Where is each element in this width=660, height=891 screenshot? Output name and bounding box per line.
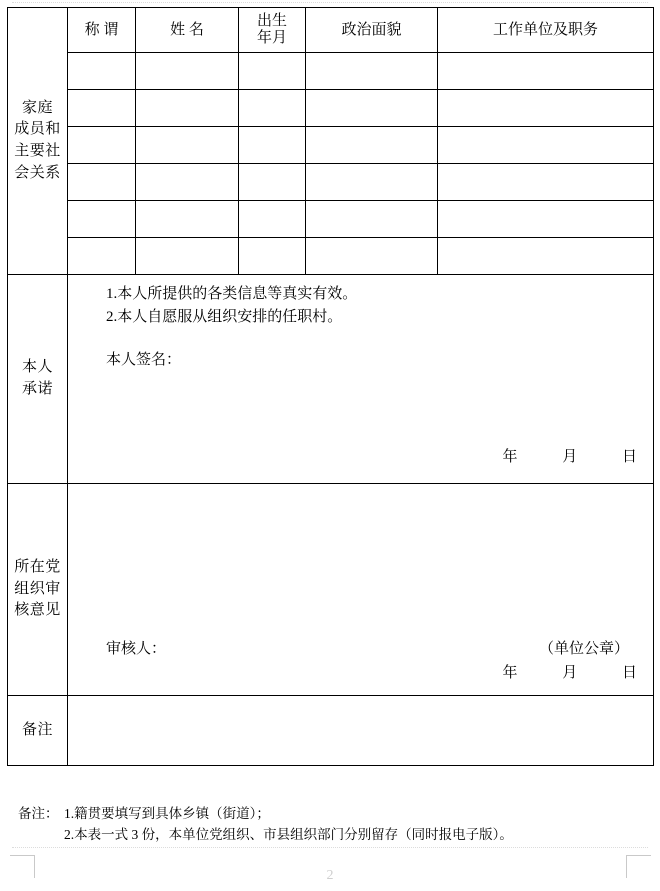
remarks-row <box>8 696 654 766</box>
family-header-row <box>8 8 654 53</box>
cell-relation[interactable] <box>68 164 136 201</box>
page-top-crop-rule <box>12 2 648 3</box>
page-number: 2 <box>326 868 334 883</box>
cell-birth-date[interactable] <box>239 127 306 164</box>
cell-political-status[interactable] <box>306 201 438 238</box>
commitment-item: 2.本人自愿服从组织安排的任职村。 <box>106 308 343 325</box>
cell-work-unit-position[interactable] <box>438 238 654 275</box>
remarks-text <box>68 696 653 704</box>
family-table-row <box>8 53 654 90</box>
date-day-label: 日 <box>621 665 637 681</box>
reviewer-label: 审核人： <box>106 641 167 657</box>
family-table-row <box>8 127 654 164</box>
family-table-row <box>8 90 654 127</box>
commitment-body[interactable] <box>68 275 654 484</box>
cell-relation[interactable] <box>68 127 136 164</box>
cell-birth-date[interactable] <box>239 164 306 201</box>
date-month-label: 月 <box>562 449 578 466</box>
family-table-row <box>8 238 654 275</box>
family-table-row <box>8 201 654 238</box>
family-section-label: 家庭 成员和 主要社 会关系 <box>8 8 68 275</box>
review-footer <box>68 639 637 687</box>
column-header-birth-date: 出生 年月 <box>239 8 306 53</box>
footnote-label: 备注： <box>18 806 59 821</box>
date-year-label: 年 <box>502 449 518 466</box>
commitment-row <box>8 275 654 484</box>
review-opinion-text <box>68 484 653 492</box>
cell-name[interactable] <box>136 164 239 201</box>
signature-label: 本人签名： <box>106 352 182 368</box>
cell-birth-date[interactable] <box>239 53 306 90</box>
commitment-items <box>68 275 653 328</box>
cell-political-status[interactable] <box>306 127 438 164</box>
cell-name[interactable] <box>136 53 239 90</box>
cell-birth-date[interactable] <box>239 201 306 238</box>
cell-political-status[interactable] <box>306 90 438 127</box>
cell-name[interactable] <box>136 127 239 164</box>
registration-form <box>7 7 653 766</box>
remarks-body[interactable] <box>68 696 654 766</box>
date-year-label: 年 <box>502 665 518 681</box>
commitment-date-line <box>68 447 637 469</box>
cell-work-unit-position[interactable] <box>438 90 654 127</box>
cell-work-unit-position[interactable] <box>438 53 654 90</box>
footnote-row <box>18 825 648 846</box>
cell-name[interactable] <box>136 201 239 238</box>
remarks-section-label: 备注 <box>8 696 68 766</box>
cell-work-unit-position[interactable] <box>438 127 654 164</box>
cell-work-unit-position[interactable] <box>438 164 654 201</box>
cell-relation[interactable] <box>68 201 136 238</box>
footnote-item: 1.籍贯要填写到具体乡镇（街道）； <box>64 806 270 821</box>
commitment-item: 1.本人所提供的各类信息等真实有效。 <box>106 286 358 302</box>
footnote-item: 2.本表一式 3 份，本单位党组织、市县组织部门分别留存（同时报电子版）。 <box>64 826 513 842</box>
cell-relation[interactable] <box>68 90 136 127</box>
column-header-relation: 称 谓 <box>68 8 136 53</box>
cell-political-status[interactable] <box>306 164 438 201</box>
review-section-label: 所在党 组织审 核意见 <box>8 484 68 696</box>
date-month-label: 月 <box>562 665 578 681</box>
footnote-row <box>18 804 648 825</box>
cell-work-unit-position[interactable] <box>438 201 654 238</box>
commitment-section-label: 本人 承诺 <box>8 275 68 484</box>
column-header-work-unit-position: 工作单位及职务 <box>438 8 654 53</box>
form-footnotes <box>18 804 648 846</box>
review-date-line <box>502 663 637 685</box>
official-seal-label: （单位公章） <box>538 641 629 657</box>
cell-relation[interactable] <box>68 53 136 90</box>
cell-name[interactable] <box>136 238 239 275</box>
column-header-name: 姓 名 <box>136 8 239 53</box>
cell-relation[interactable] <box>68 238 136 275</box>
review-row <box>8 484 654 696</box>
page-bottom-crop-rule <box>12 847 648 848</box>
column-header-political-status: 政治面貌 <box>306 8 438 53</box>
cell-political-status[interactable] <box>306 53 438 90</box>
family-table-row <box>8 164 654 201</box>
date-day-label: 日 <box>621 449 637 466</box>
cell-name[interactable] <box>136 90 239 127</box>
review-body[interactable] <box>68 484 654 696</box>
form-table <box>7 7 654 766</box>
cell-birth-date[interactable] <box>239 238 306 275</box>
cell-birth-date[interactable] <box>239 90 306 127</box>
cell-political-status[interactable] <box>306 238 438 275</box>
